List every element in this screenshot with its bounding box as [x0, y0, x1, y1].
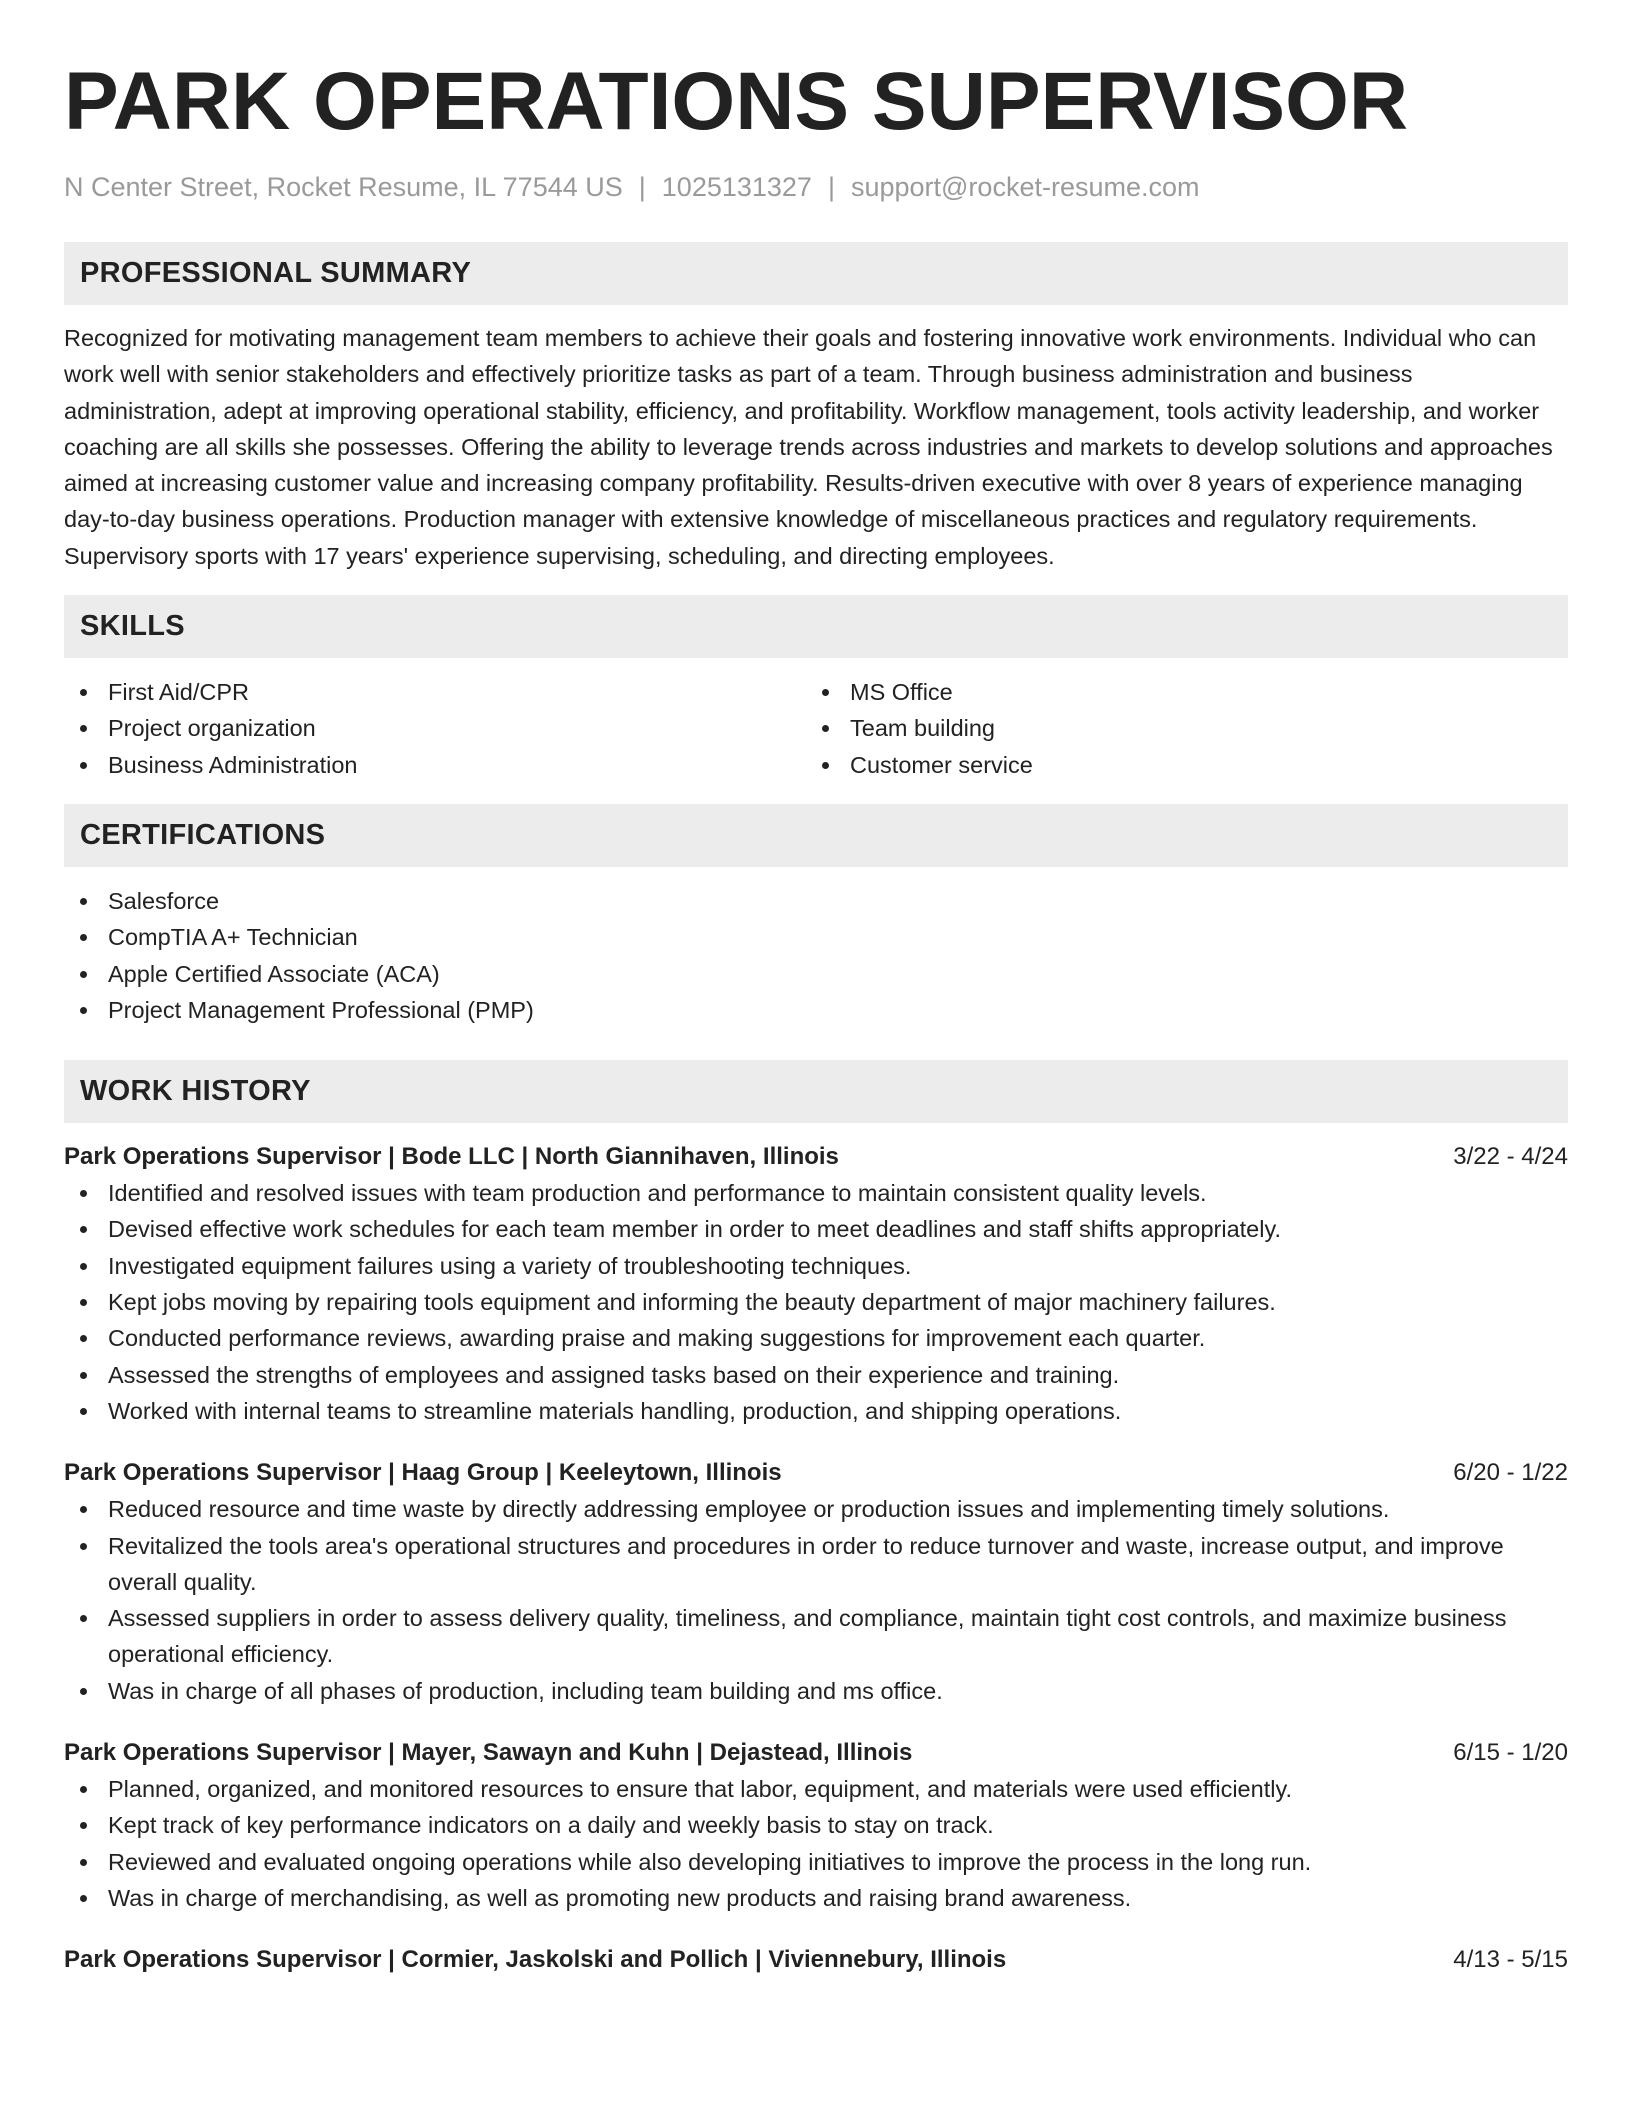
- job-bullets: [64, 1491, 1568, 1709]
- section-header-work-history: WORK HISTORY: [64, 1060, 1568, 1123]
- contact-phone: 1025131327: [661, 172, 812, 202]
- section-header-certifications: CERTIFICATIONS: [64, 804, 1568, 867]
- job-bullet: Assessed the strengths of employees and assigned tasks based on their experience and training.: [64, 1357, 1568, 1393]
- job-title: Park Operations Supervisor | Mayer, Sawayn and Kuhn | Dejastead, Illinois: [64, 1739, 913, 1767]
- job-bullet: Reduced resource and time waste by directly addressing employee or production issues and implementing timely solutions.: [64, 1491, 1568, 1527]
- skill-item: Business Administration: [64, 747, 806, 783]
- summary-text: Recognized for motivating management team members to achieve their goals and fostering innovative work environments. Individual who can work well with senior stakeholders and effectively prioritize tasks as part of a team. Through business administration and business administration, adept at improving operational stability, efficiency, and profitability. Workflow management, tools activity leadership, and worker coaching are all skills she possesses. Offering the ability to leverage trends across industries and markets to develop solutions and approaches aimed at increasing customer value and increasing company profitability. Results-driven executive with over 8 years of experience managing day-to-day business operations. Production manager with extensive knowledge of miscellaneous practices and regulatory requirements. Supervisory sports with 17 years' experience supervising, scheduling, and directing employees.: [64, 325, 1553, 569]
- certification-item: CompTIA A+ Technician: [64, 919, 1568, 955]
- certification-item: Salesforce: [64, 883, 1568, 919]
- section-header-skills: SKILLS: [64, 595, 1568, 658]
- certification-item: Apple Certified Associate (ACA): [64, 956, 1568, 992]
- job-bullets: [64, 1771, 1568, 1916]
- skills-column-left: [64, 674, 806, 783]
- contact-separator: |: [638, 172, 646, 202]
- job-bullet: Conducted performance reviews, awarding praise and making suggestions for improvement each quarter.: [64, 1320, 1568, 1356]
- job-dates: 6/20 - 1/22: [1453, 1459, 1568, 1487]
- job-heading: [64, 1139, 1568, 1175]
- job-bullets: [64, 1175, 1568, 1429]
- job-bullet: Revitalized the tools area's operational structures and procedures in order to reduce turnover and waste, increase output, and improve overall quality.: [64, 1528, 1568, 1601]
- job-title: Park Operations Supervisor | Cormier, Jaskolski and Pollich | Viviennebury, Illinois: [64, 1946, 1007, 1974]
- job-bullet: Assessed suppliers in order to assess delivery quality, timeliness, and compliance, maintain tight cost controls, and maximize business operational efficiency.: [64, 1600, 1568, 1673]
- contact-line: [64, 170, 1568, 204]
- job-title: Park Operations Supervisor | Bode LLC | North Giannihaven, Illinois: [64, 1143, 839, 1171]
- job-bullet: Was in charge of merchandising, as well as promoting new products and raising brand awareness.: [64, 1880, 1568, 1916]
- contact-email: support@rocket-resume.com: [850, 172, 1200, 202]
- job-bullet: Was in charge of all phases of production, including team building and ms office.: [64, 1673, 1568, 1709]
- skill-item: MS Office: [806, 674, 1548, 710]
- job-bullet: Kept jobs moving by repairing tools equipment and informing the beauty department of major machinery failures.: [64, 1284, 1568, 1320]
- job-dates: 4/13 - 5/15: [1453, 1946, 1568, 1974]
- resume-name: PARK OPERATIONS SUPERVISOR: [64, 56, 1409, 147]
- job-bullet: Reviewed and evaluated ongoing operations while also developing initiatives to improve the process in the long run.: [64, 1844, 1568, 1880]
- contact-address: N Center Street, Rocket Resume, IL 77544 US: [64, 172, 623, 202]
- certifications-list: [64, 883, 1568, 1028]
- job-bullet: Investigated equipment failures using a variety of troubleshooting techniques.: [64, 1248, 1568, 1284]
- skill-item: Project organization: [64, 710, 806, 746]
- job-bullet: Devised effective work schedules for each team member in order to meet deadlines and staff shifts appropriately.: [64, 1211, 1568, 1247]
- skill-item: Team building: [806, 710, 1548, 746]
- job-title: Park Operations Supervisor | Haag Group | Keeleytown, Illinois: [64, 1459, 782, 1487]
- certification-item: Project Management Professional (PMP): [64, 992, 1568, 1028]
- contact-separator: |: [827, 172, 835, 202]
- skills-list: [64, 674, 1568, 783]
- skill-item: First Aid/CPR: [64, 674, 806, 710]
- skill-item: Customer service: [806, 747, 1548, 783]
- resume-page: [64, 52, 1568, 1978]
- job-dates: 3/22 - 4/24: [1453, 1143, 1568, 1171]
- job-heading: [64, 1455, 1568, 1491]
- job-heading: [64, 1942, 1568, 1978]
- section-header-summary: PROFESSIONAL SUMMARY: [64, 242, 1568, 305]
- job-bullet: Planned, organized, and monitored resources to ensure that labor, equipment, and materials were used efficiently.: [64, 1771, 1568, 1807]
- job-dates: 6/15 - 1/20: [1453, 1739, 1568, 1767]
- job-bullet: Identified and resolved issues with team production and performance to maintain consistent quality levels.: [64, 1175, 1568, 1211]
- skills-column-right: [806, 674, 1548, 783]
- job-bullet: Kept track of key performance indicators on a daily and weekly basis to stay on track.: [64, 1807, 1568, 1843]
- job-heading: [64, 1735, 1568, 1771]
- job-bullet: Worked with internal teams to streamline materials handling, production, and shipping operations.: [64, 1393, 1568, 1429]
